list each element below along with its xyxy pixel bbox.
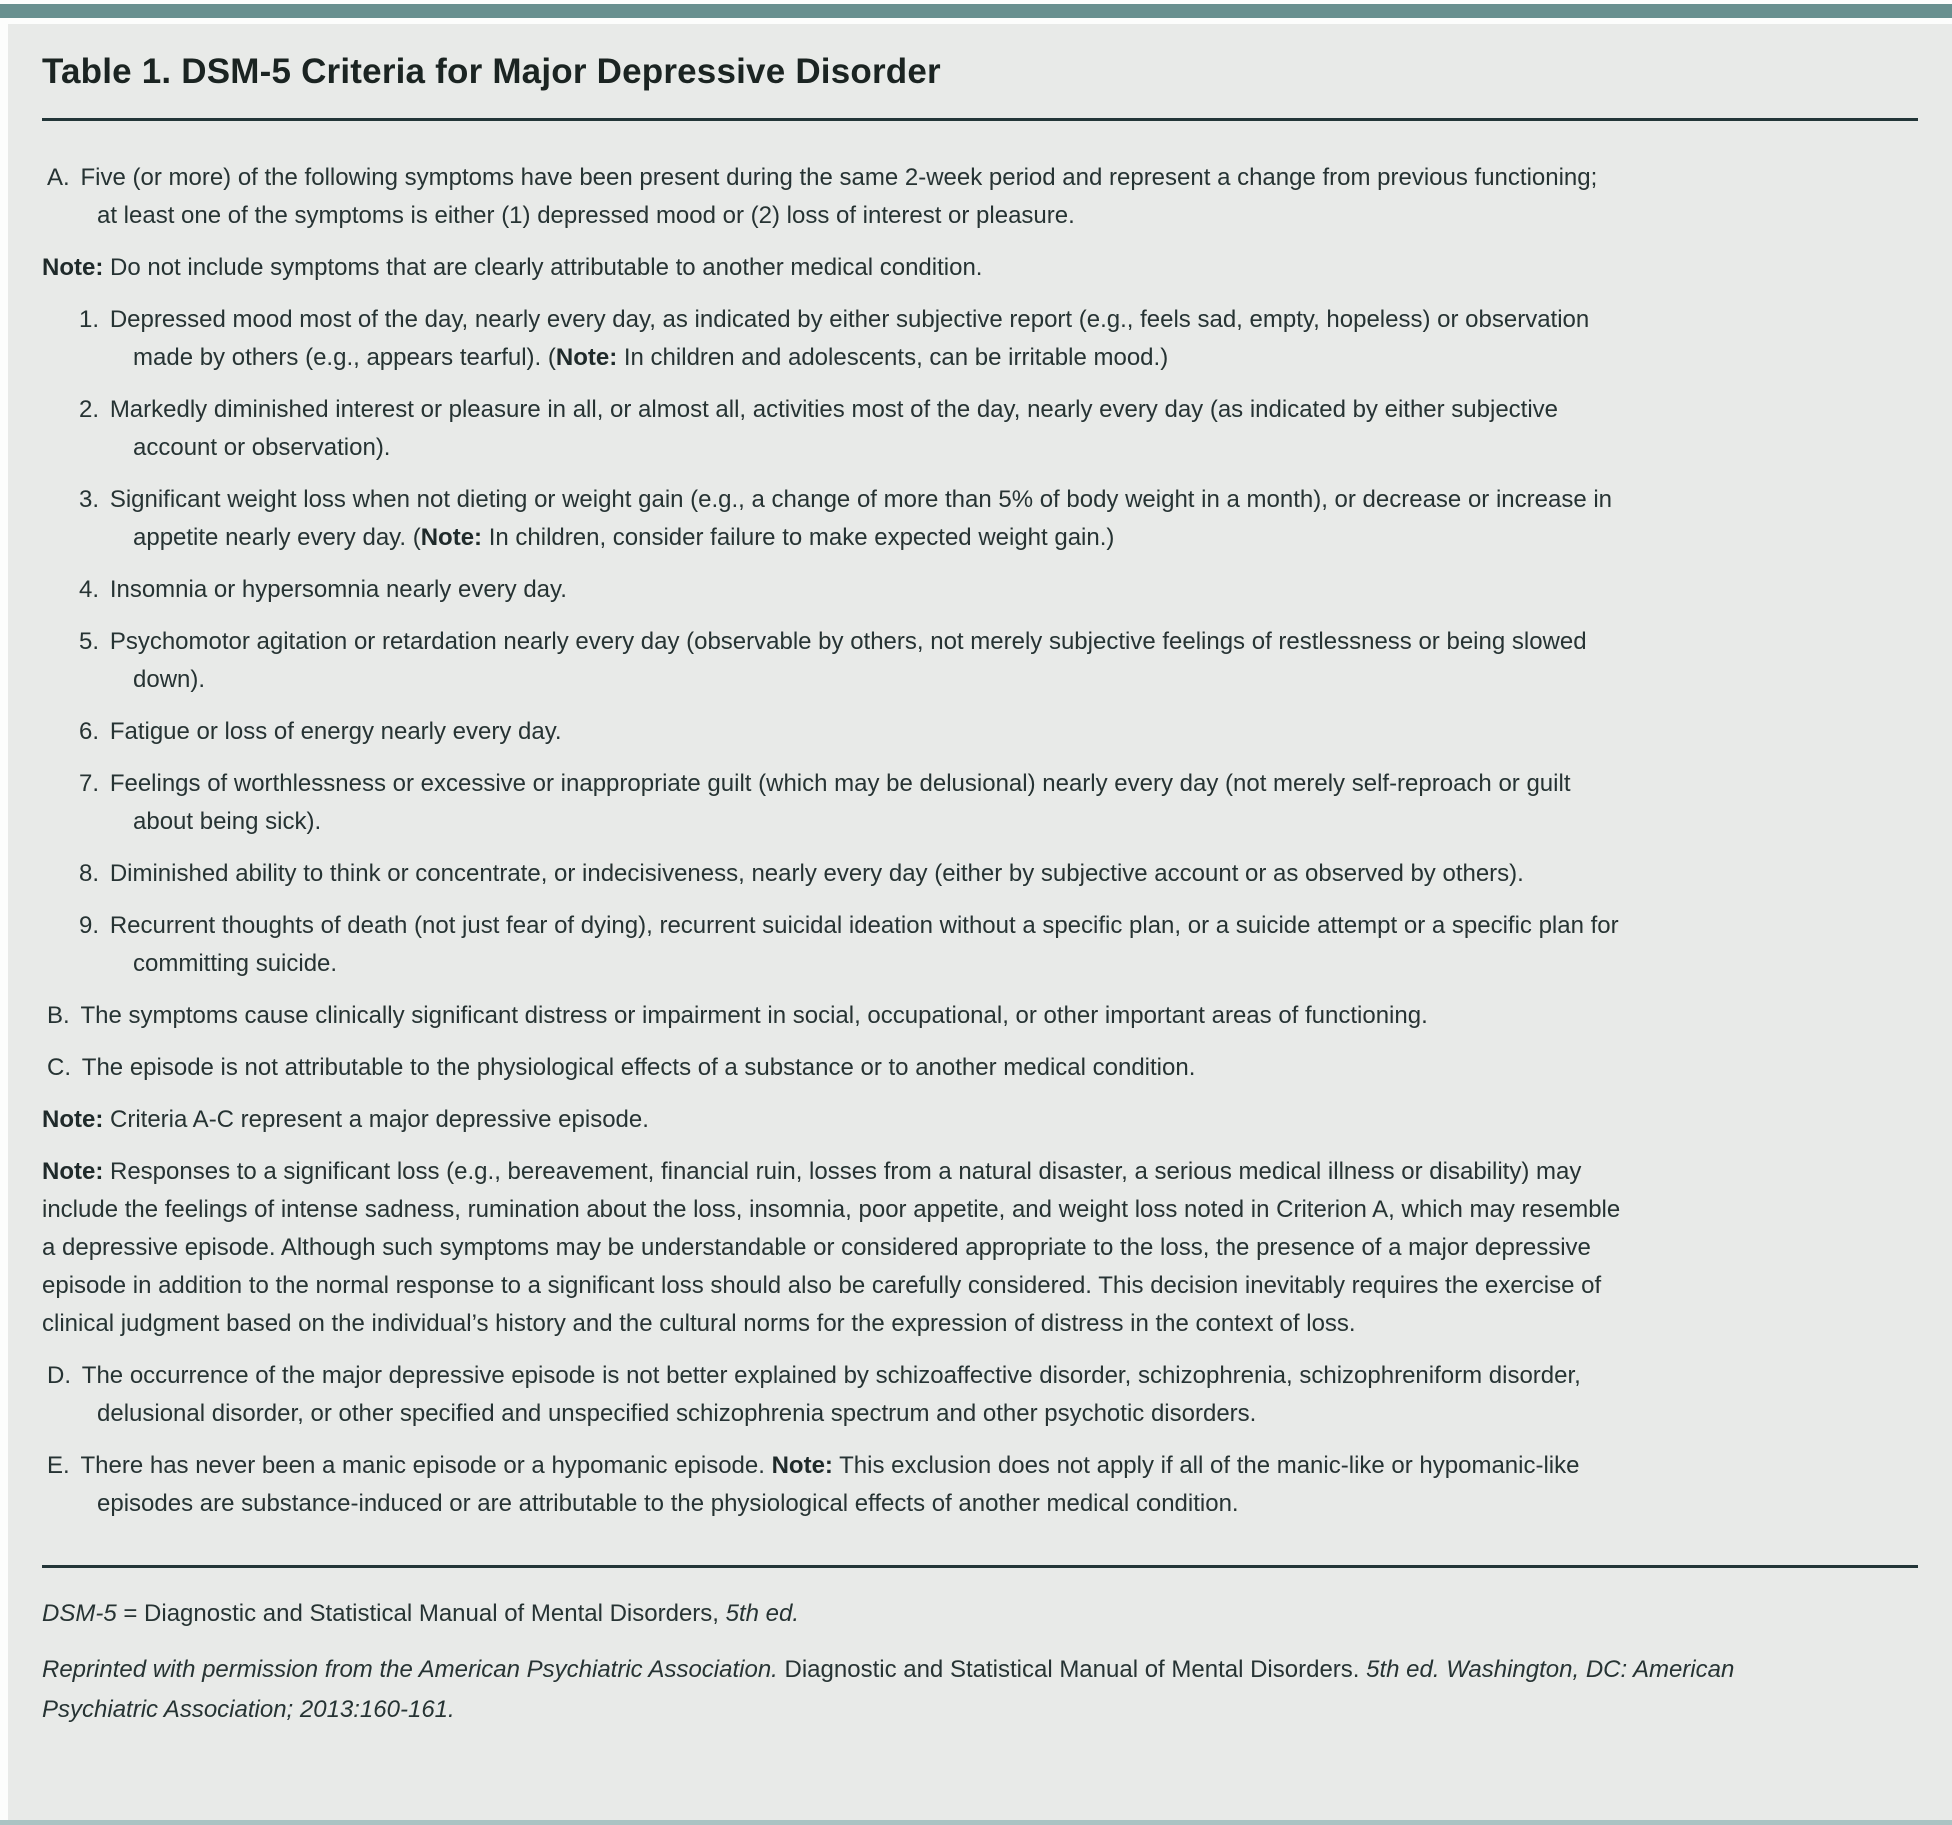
abbreviation-edition: 5th ed. xyxy=(725,1600,800,1627)
inline-note-label: Note: xyxy=(555,344,618,371)
criterion-label: D. xyxy=(47,1362,71,1389)
reprint-permission: Reprinted with permission from the American Psychiatric Association. xyxy=(42,1656,778,1683)
symptom-text: Insomnia or hypersomnia nearly every day. xyxy=(109,576,567,603)
top-accent-bar xyxy=(0,4,1952,18)
note-label: Note: xyxy=(42,254,104,281)
criterion-text: The episode is not attributable to the physiological effects of a substance or to another medical condition. xyxy=(81,1054,1196,1081)
criterion-text: The symptoms cause clinically significant distress or impairment in social, occupational, or other important areas of functioning. xyxy=(80,1002,1428,1029)
symptom-number: 4. xyxy=(79,576,100,603)
footnotes xyxy=(42,1594,1926,1730)
abbreviation-footnote xyxy=(42,1594,1742,1634)
note-text: Criteria A-C represent a major depressive episode. xyxy=(103,1106,649,1133)
note-label: Note: xyxy=(42,1158,104,1185)
symptom-3 xyxy=(47,481,1622,557)
criterion-label: A. xyxy=(47,164,70,191)
criterion-e xyxy=(47,1447,1622,1523)
abbreviation-definition: = Diagnostic and Statistical Manual of Mental Disorders, xyxy=(116,1600,726,1627)
symptom-text: Psychomotor agitation or retardation nearly every day (observable by others, not merely subjective feelings of restlessness or being slowed down). xyxy=(109,628,1587,693)
criterion-label: E. xyxy=(47,1452,70,1479)
criterion-c xyxy=(47,1049,1622,1087)
note-label: Note: xyxy=(42,1106,104,1133)
symptom-2 xyxy=(47,391,1622,467)
symptom-4 xyxy=(47,571,1622,609)
inline-note-text: In children, consider failure to make expected weight gain.) xyxy=(482,524,1115,551)
criterion-b xyxy=(47,997,1622,1035)
note-major-depressive-episode xyxy=(42,1101,1622,1139)
symptom-text: Markedly diminished interest or pleasure in all, or almost all, activities most of the day, nearly every day (as indicated by either subjective account or observation). xyxy=(109,396,1559,461)
symptom-text: Feelings of worthlessness or excessive or inappropriate guilt (which may be delusional) nearly every day (not merely self-reproach or guilt about being sick). xyxy=(109,770,1571,835)
symptom-7 xyxy=(47,765,1622,841)
inline-note-text: In children and adolescents, can be irritable mood.) xyxy=(617,344,1169,371)
title-divider xyxy=(42,118,1918,121)
symptom-text: Depressed mood most of the day, nearly every day, as indicated by either subjective report (e.g., feels sad, empty, hopeless) or observation made by others (e.g., appears tearful). ( xyxy=(109,306,1590,371)
symptom-number: 5. xyxy=(79,628,100,655)
criterion-a xyxy=(47,159,1622,235)
note-exclusion xyxy=(42,249,1622,287)
symptom-6 xyxy=(47,713,1622,751)
symptom-number: 1. xyxy=(79,306,100,333)
criterion-label: B. xyxy=(47,1002,70,1029)
symptom-9 xyxy=(47,907,1622,983)
table-panel xyxy=(8,24,1952,1820)
inline-note-label: Note: xyxy=(420,524,483,551)
inline-note-text: This exclusion does not apply if all of the manic-like or hypomanic-like episodes are substance-induced or are attributable to the physiological effects of another medical condition. xyxy=(97,1452,1580,1517)
symptom-1 xyxy=(47,301,1622,377)
note-text: Do not include symptoms that are clearly attributable to another medical condition. xyxy=(103,254,983,281)
criterion-text: There has never been a manic episode or a hypomanic episode. xyxy=(80,1452,772,1479)
symptom-number: 6. xyxy=(79,718,100,745)
symptom-text: Significant weight loss when not dieting or weight gain (e.g., a change of more than 5% of body weight in a month), or decrease or increase in appetite nearly every day. ( xyxy=(109,486,1613,551)
table-title: Table 1. DSM-5 Criteria for Major Depressive Disorder xyxy=(42,52,941,91)
criteria-list xyxy=(42,159,1622,1523)
reprint-footnote xyxy=(42,1650,1742,1730)
footnote-divider xyxy=(42,1565,1918,1568)
criterion-text: Five (or more) of the following symptoms have been present during the same 2-week period and represent a change from previous functioning; at least one of the symptoms is either (1) depressed mood or (2) loss of interest or pleasure. xyxy=(80,164,1598,229)
symptom-number: 3. xyxy=(79,486,100,513)
criterion-text: The occurrence of the major depressive episode is not better explained by schizoaffective disorder, schizophrenia, schizophreniform disorder, delusional disorder, or other specified and unspecified schizophrenia spectrum and other psychotic disorders. xyxy=(81,1362,1581,1427)
note-significant-loss xyxy=(42,1153,1622,1343)
symptom-text: Fatigue or loss of energy nearly every day. xyxy=(109,718,562,745)
symptom-text: Diminished ability to think or concentrate, or indecisiveness, nearly every day (either by subjective account or as observed by others). xyxy=(109,860,1524,887)
symptom-text: Recurrent thoughts of death (not just fear of dying), recurrent suicidal ideation without a specific plan, or a suicide attempt or a specific plan for committing suicide. xyxy=(109,912,1619,977)
symptom-8 xyxy=(47,855,1622,893)
inline-note-label: Note: xyxy=(771,1452,833,1479)
symptom-number: 7. xyxy=(79,770,100,797)
note-text: Responses to a significant loss (e.g., bereavement, financial ruin, losses from a natural disaster, a serious medical illness or disability) may include the feelings of intense sadness, rumination about the loss, insomnia, poor appetite, and weight loss noted in Criterion A, which may resemble a depressive episode. Although such symptoms may be understandable or considered appropriate to the loss, the presence of a major depressive episode in addition to the normal response to a significant loss should also be carefully considered. This decision inevitably requires the exercise of clinical judgment based on the individual’s history and the cultural norms for the expression of distress in the context of loss. xyxy=(42,1158,1621,1337)
symptom-number: 8. xyxy=(79,860,100,887)
reprint-source-title: Diagnostic and Statistical Manual of Mental Disorders. xyxy=(777,1656,1367,1683)
reprint-citation: 5th ed. Washington, DC: American Psychiatric Association; 2013:160-161. xyxy=(42,1656,1735,1723)
abbreviation-term: DSM-5 xyxy=(42,1600,117,1627)
symptom-number: 2. xyxy=(79,396,100,423)
symptom-5 xyxy=(47,623,1622,699)
criterion-d xyxy=(47,1357,1622,1433)
criterion-label: C. xyxy=(47,1054,71,1081)
symptom-number: 9. xyxy=(79,912,100,939)
bottom-accent-bar xyxy=(0,1820,1952,1825)
